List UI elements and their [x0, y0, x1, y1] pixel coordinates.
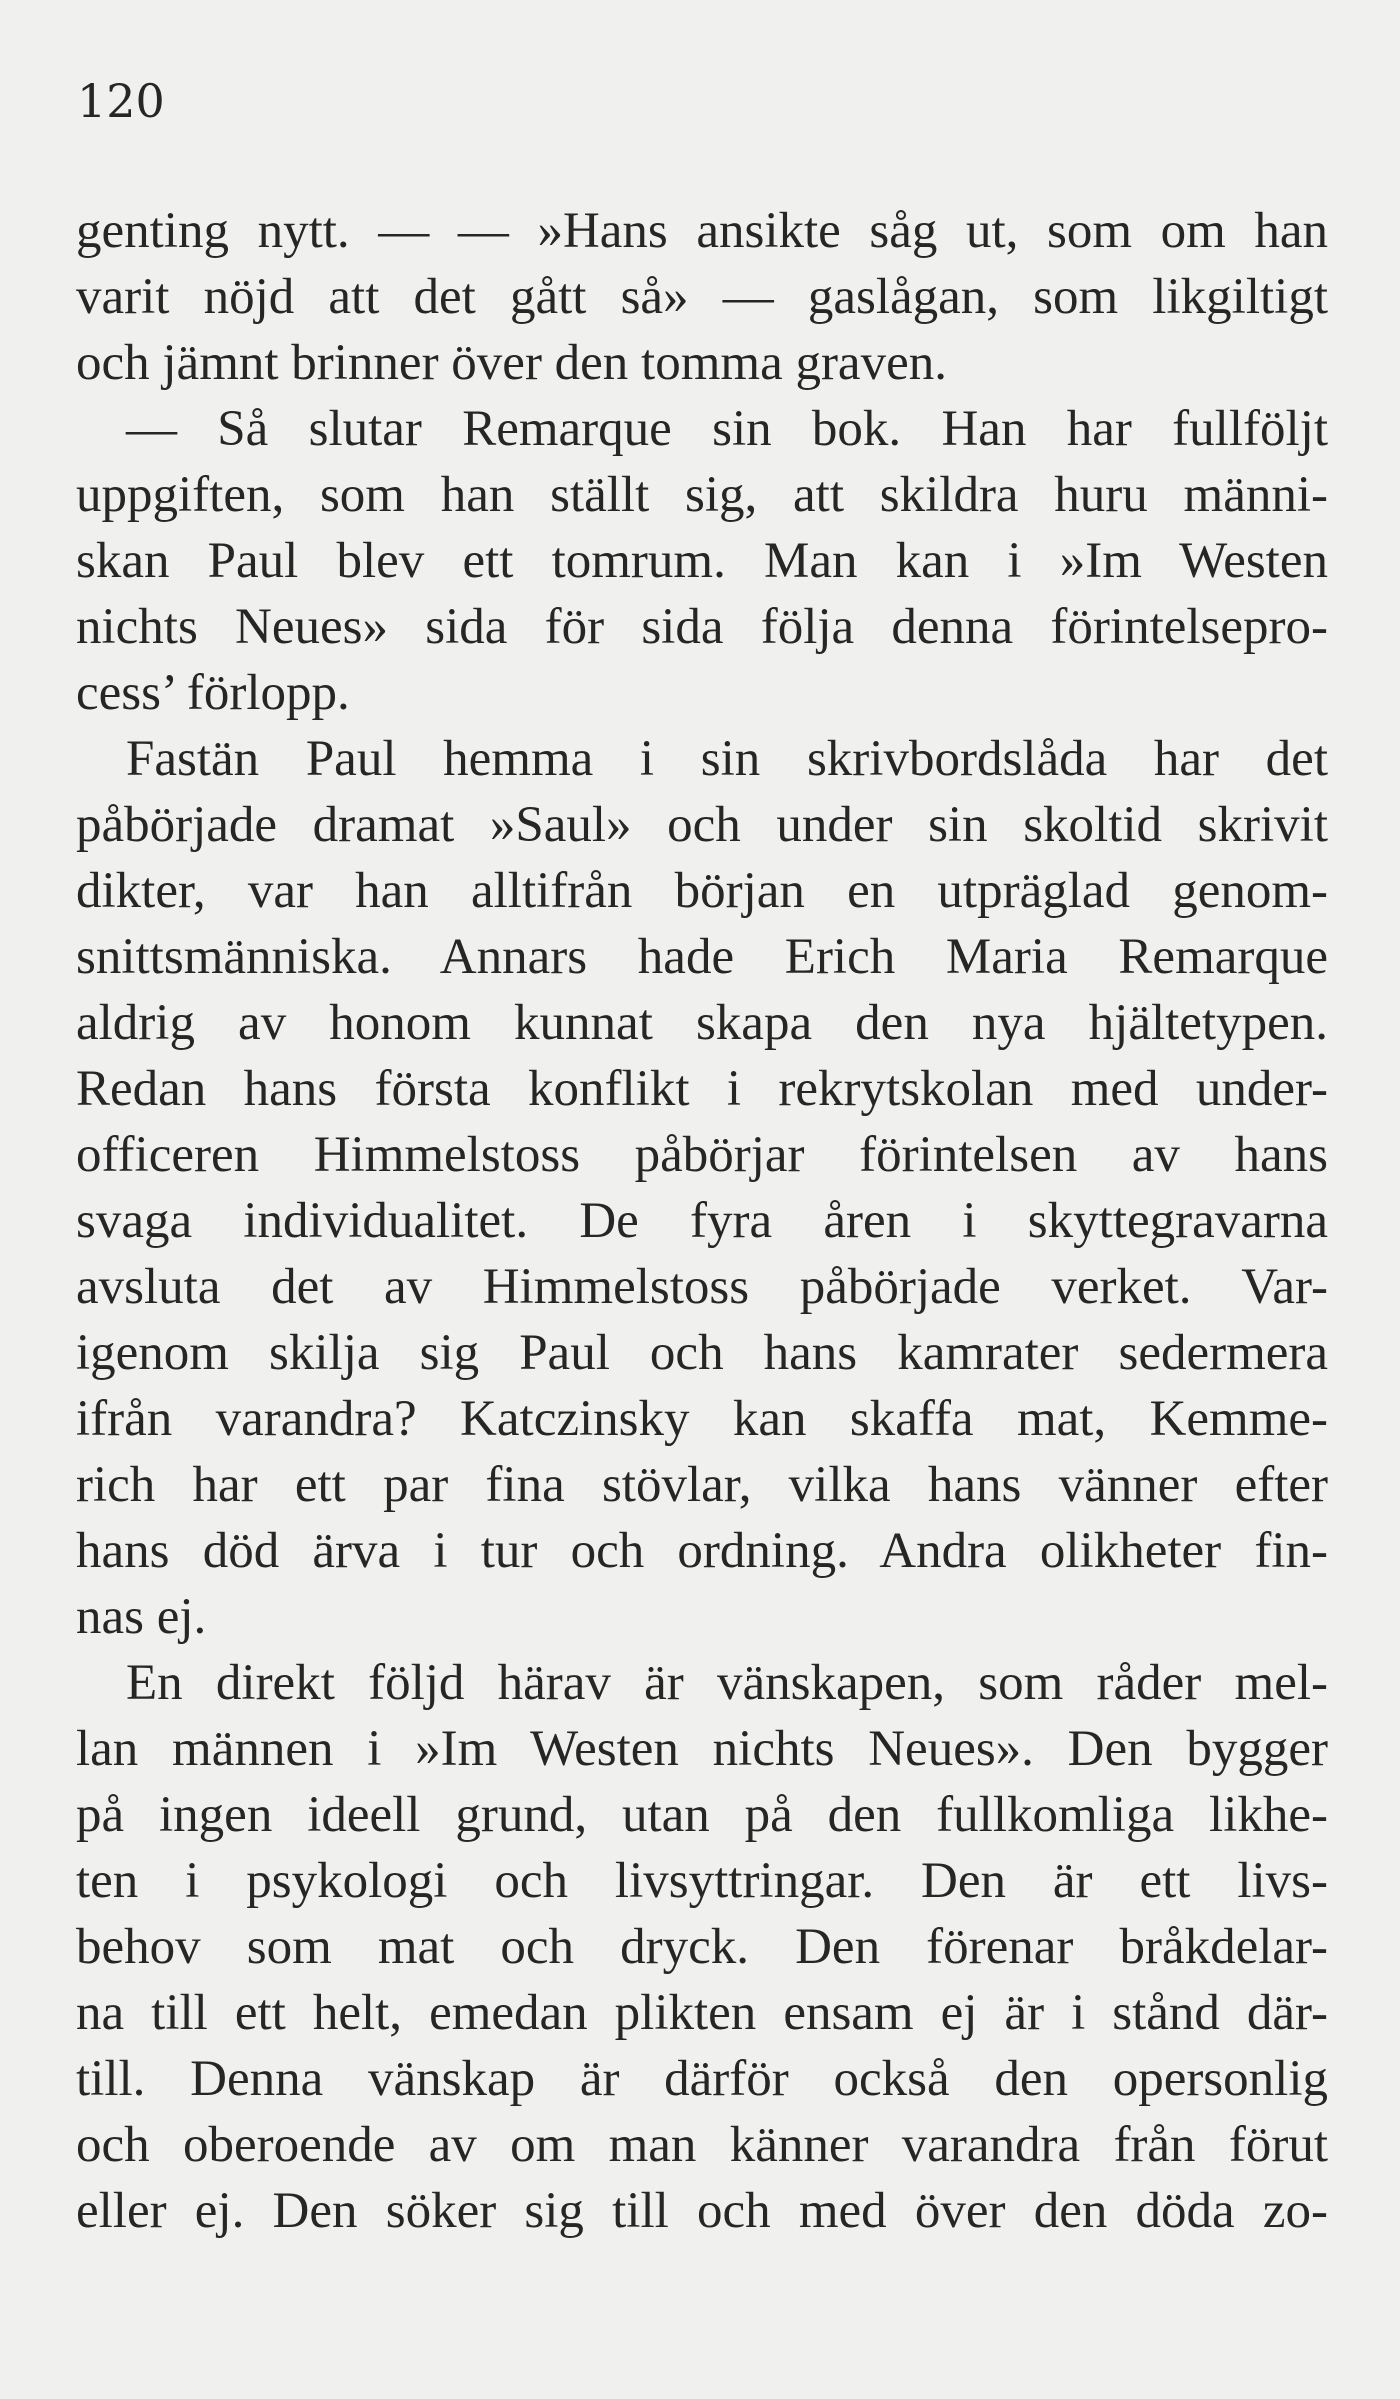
- text-line: och jämnt brinner över den tomma graven.: [76, 335, 947, 391]
- text-line: ten i psykologi och livsyttringar. Den är ett livs-: [76, 1853, 1328, 1909]
- text-line: En direkt följd härav är vänskapen, som råder mel-: [126, 1655, 1328, 1711]
- text-line: dikter, var han alltifrån början en utpräglad genom-: [76, 863, 1328, 919]
- text-line: ifrån varandra? Katczinsky kan skaffa mat, Kemme-: [76, 1391, 1328, 1447]
- text-line: na till ett helt, emedan plikten ensam ej är i stånd där-: [76, 1985, 1328, 2041]
- text-line: Fastän Paul hemma i sin skrivbordslåda har det: [126, 731, 1328, 787]
- text-line: cess’ förlopp.: [76, 665, 350, 721]
- text-line: och oberoende av om man känner varandra från förut: [76, 2117, 1328, 2173]
- text-line: igenom skilja sig Paul och hans kamrater sedermera: [76, 1325, 1328, 1381]
- text-line: lan männen i »Im Westen nichts Neues». Den bygger: [76, 1721, 1328, 1777]
- text-line: på ingen ideell grund, utan på den fullkomliga likhe-: [76, 1787, 1328, 1843]
- text-line: påbörjade dramat »Saul» och under sin skoltid skrivit: [76, 797, 1328, 853]
- text-line: rich har ett par fina stövlar, vilka hans vänner efter: [76, 1457, 1328, 1513]
- text-line: avsluta det av Himmelstoss påbörjade verket. Var-: [76, 1259, 1328, 1315]
- text-line: hans död ärva i tur och ordning. Andra olikheter fin-: [76, 1523, 1328, 1579]
- text-line: snittsmänniska. Annars hade Erich Maria Remarque: [76, 929, 1328, 985]
- text-line: uppgiften, som han ställt sig, att skildra huru männi-: [76, 467, 1328, 523]
- text-line: nas ej.: [76, 1589, 207, 1645]
- text-line: varit nöjd att det gått så» — gaslågan, som likgiltigt: [76, 269, 1328, 325]
- text-line: nichts Neues» sida för sida följa denna förintelsepro-: [76, 599, 1328, 655]
- text-line: behov som mat och dryck. Den förenar bråkdelar-: [76, 1919, 1328, 1975]
- text-line: genting nytt. — — »Hans ansikte såg ut, som om han: [76, 203, 1328, 259]
- body-text: [76, 198, 1328, 2244]
- text-line: Redan hans första konflikt i rekrytskolan med under-: [76, 1061, 1328, 1117]
- text-line: officeren Himmelstoss påbörjar förintelsen av hans: [76, 1127, 1328, 1183]
- text-line: aldrig av honom kunnat skapa den nya hjältetypen.: [76, 995, 1328, 1051]
- text-line: till. Denna vänskap är därför också den opersonlig: [76, 2051, 1328, 2107]
- page-number: 120: [77, 74, 165, 128]
- text-line: eller ej. Den söker sig till och med över den döda zo-: [76, 2183, 1328, 2239]
- text-line: skan Paul blev ett tomrum. Man kan i »Im Westen: [76, 533, 1328, 589]
- text-line: svaga individualitet. De fyra åren i skyttegravarna: [76, 1193, 1328, 1249]
- text-line: — Så slutar Remarque sin bok. Han har fullföljt: [126, 401, 1328, 457]
